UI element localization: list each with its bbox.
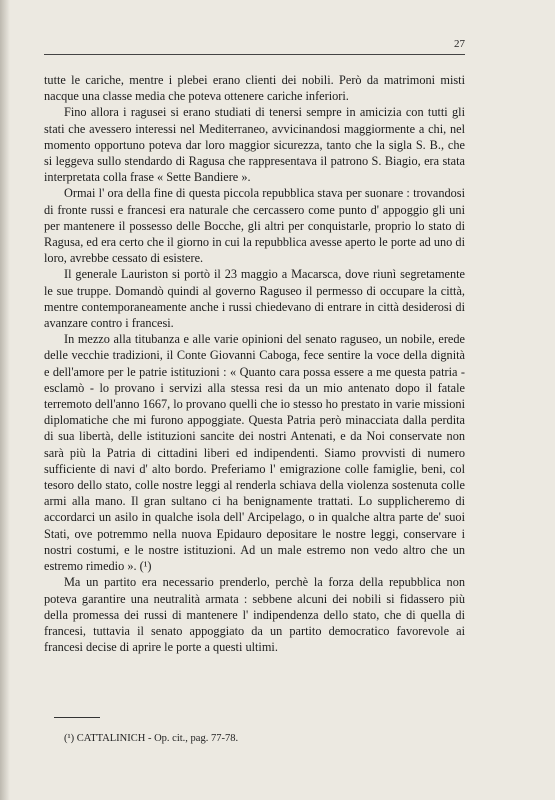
footnote-text: CATTALINICH - Op. cit., pag. 77-78. (76, 733, 239, 744)
body-text (44, 72, 465, 655)
paragraph-2: Fino allora i ragusei si erano studiati di tenersi sempre in amicizia con tutti gli stati che avessero interessi nel Mediterraneo, avvicinandosi maggiormente a chi, nel momento opportuno poteva dar loro maggior sicurezza, tanto che la sigla S. B., che si leggeva sullo stendardo di Ragusa che rappresentava il patrono S. Biagio, era stata interpretata colla frase « Sette Bandiere ». (44, 105, 465, 185)
paragraph-5: In mezzo alla titubanza e alle varie opinioni del senato raguseo, un nobile, erede delle vecchie tradizioni, il Conte Giovanni Caboga, fece sentire la voce della dignità e dell'amore per le patrie istituzioni : « Quanto cara possa essere a me questa patria - esclamò - lo provano i servizi alla stessa resi da un mio antenato dopo il fatale terremoto dell'anno 1667, lo provano quelli che io stesso ho prestato in varie missioni diplomatiche che mi furono appoggiate. Questa Patria però minacciata dalla perdita di sua libertà, delle istituzioni sancite dei nostri Antenati, e da Noi conservate non sarà più la Patria di cittadini liberi ed indipendenti. Siamo provvisti di numero sufficiente di navi d' alto bordo. Preferiamo l' emigrazione colle famiglie, beni, col tesoro dello stato, colle nostre leggi al renderla schiava della violenza sostenuta colle armi alla mano. Il gran sultano ci ha benignamente trattati. Lo supplicheremo di accordarci un asilo in qualche isola dell' Arcipelago, o in qualche altra parte de' suoi Stati, ove potremmo nella nuova Epidauro depositare le nostre leggi, conservare i nostri costumi, e le nostre istituzioni. Ad un male estremo non vedo altro che un estremo rimedio ». (¹) (44, 332, 465, 574)
paragraph-6: Ma un partito era necessario prenderlo, perchè la forza della repubblica non poteva garantire una neutralità armata : sebbene alcuni dei nobili si fidassero più della promessa dei russi di mantenere l' indipendenza dello stato, che di quella di francesi, tuttavia il senato appoggiato da un partito democratico favorevole ai francesi decise di aprire le porte a questi ultimi. (44, 575, 465, 655)
page-edge-shadow (0, 0, 10, 800)
page-header (44, 40, 465, 55)
page-number: 27 (454, 38, 465, 50)
paragraph-3: Ormai l' ora della fine di questa piccola repubblica stava per suonare : trovandosi di fronte russi e francesi era naturale che cercassero come punto d' appoggio gli uni per mantenere il possesso delle Bocche, gli altri per conquistarle, proprio lo stato di Ragusa, ed era certo che il giorno in cui la repubblica avesse aperto le porte ad uno di loro, avrebbe cessato di esistere. (44, 186, 465, 266)
footnote-divider (54, 717, 100, 718)
paragraph-1: tutte le cariche, mentre i plebei erano clienti dei nobili. Però da matrimoni misti nacque una classe media che poteva ottenere cariche inferiori. (44, 73, 465, 104)
footnote-mark: (¹) (64, 733, 75, 744)
footnote (64, 733, 238, 744)
paragraph-4: Il generale Lauriston si portò il 23 maggio a Macarsca, dove riunì segretamente le sue truppe. Domandò quindi al governo Raguseo il permesso di occupare la città, mentre contemporaneamente anche i russi chiedevano di entrare in città desiderosi di avanzare contro i francesi. (44, 267, 465, 331)
